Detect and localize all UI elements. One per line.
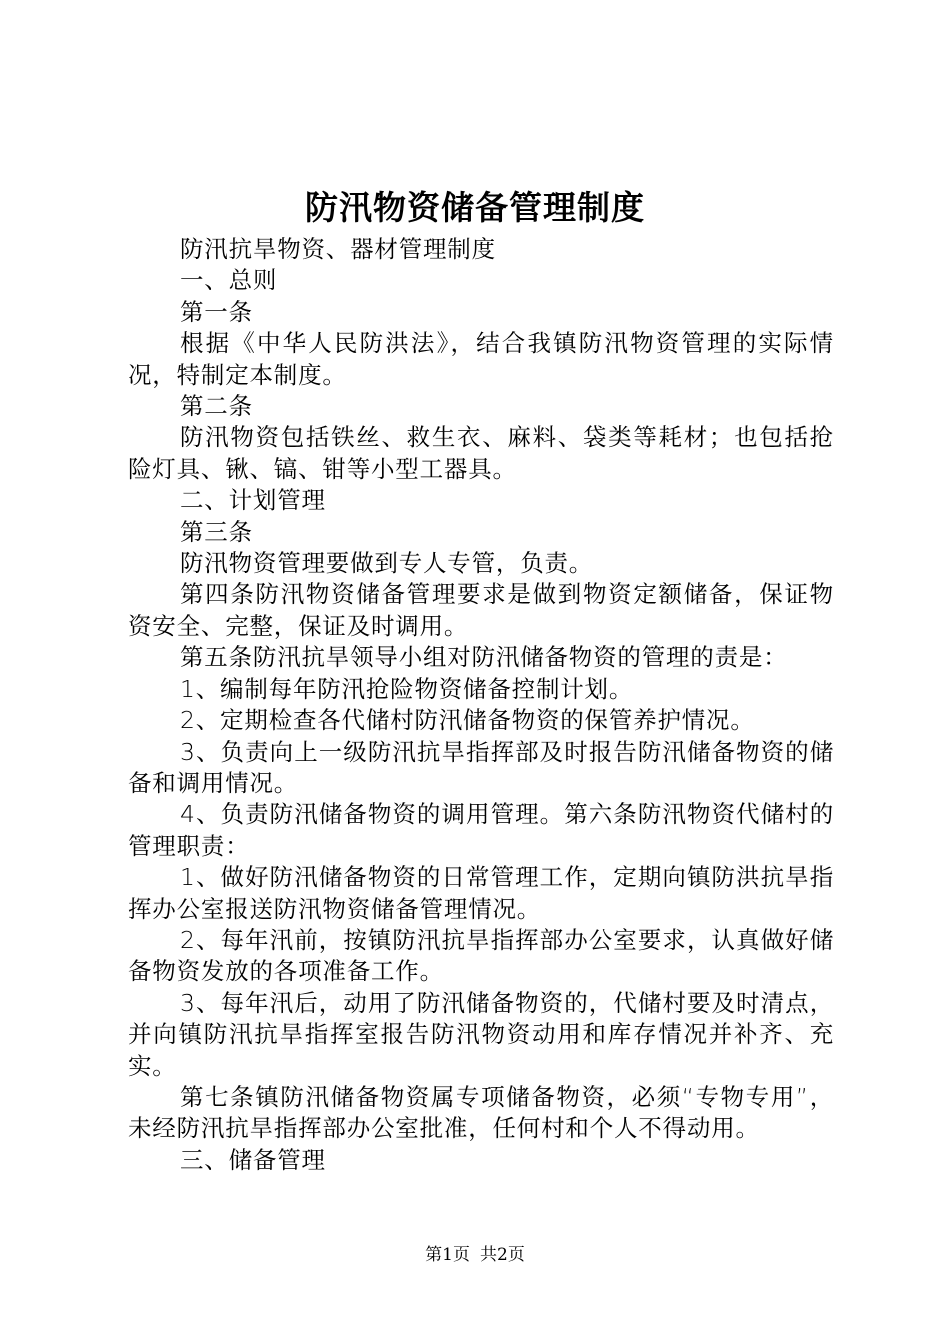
paragraph: 第四条防汛物资储备管理要求是做到物资定额储备，保证物资安全、完整，保证及时调用。 [128, 580, 834, 640]
paragraph: 第七条镇防汛储备物资属专项储备物资，必须“专物专用”，未经防汛抗旱指挥部办公室批准，任何村和个人不得动用。 [128, 1082, 834, 1143]
list-item: 2、每年汛前，按镇防汛抗旱指挥部办公室要求，认真做好储备物资发放的各项准备工作。 [128, 925, 834, 986]
page-number: 第1页 [425, 1245, 470, 1265]
document-body [128, 234, 834, 1176]
list-item: 3、每年汛后，动用了防汛储备物资的，代储村要及时清点，并向镇防汛抗旱指挥室报告防汛物资动用和库存情况并补齐、充实。 [128, 988, 834, 1080]
list-item: 2、定期检查各代储村防汛储备物资的保管养护情况。 [180, 706, 755, 735]
paragraph: 根据《中华人民防洪法》，结合我镇防汛物资管理的实际情况，特制定本制度。 [128, 329, 834, 389]
article-heading: 第三条 [180, 517, 253, 546]
paragraph: 第五条防汛抗旱领导小组对防汛储备物资的管理的责是： [180, 643, 788, 672]
list-item: 4、负责防汛储备物资的调用管理。第六条防汛物资代储村的管理职责： [128, 800, 834, 860]
list-item: 3、负责向上一级防汛抗旱指挥部及时报告防汛储备物资的储备和调用情况。 [128, 737, 834, 797]
paragraph: 防汛抗旱物资、器材管理制度 [180, 235, 496, 263]
article-heading: 第一条 [180, 297, 253, 326]
page-footer [0, 1243, 950, 1267]
paragraph: 防汛物资包括铁丝、救生衣、麻料、袋类等耗材；也包括抢险灯具、锹、镐、钳等小型工器具。 [128, 423, 834, 483]
article-heading: 第二条 [180, 392, 253, 421]
list-item: 1、做好防汛储备物资的日常管理工作，定期向镇防洪抗旱指挥办公室报送防汛物资储备管理情况。 [128, 863, 834, 923]
list-item: 1、编制每年防汛抢险物资储备控制计划。 [180, 674, 634, 703]
section-heading: 一、总则 [180, 266, 278, 295]
section-heading: 三、储备管理 [180, 1145, 326, 1174]
page-total: 共2页 [480, 1245, 525, 1265]
section-heading: 二、计划管理 [180, 486, 326, 515]
paragraph: 防汛物资管理要做到专人专管，负责。 [180, 549, 594, 578]
document-title: 防汛物资储备管理制度 [305, 188, 645, 227]
